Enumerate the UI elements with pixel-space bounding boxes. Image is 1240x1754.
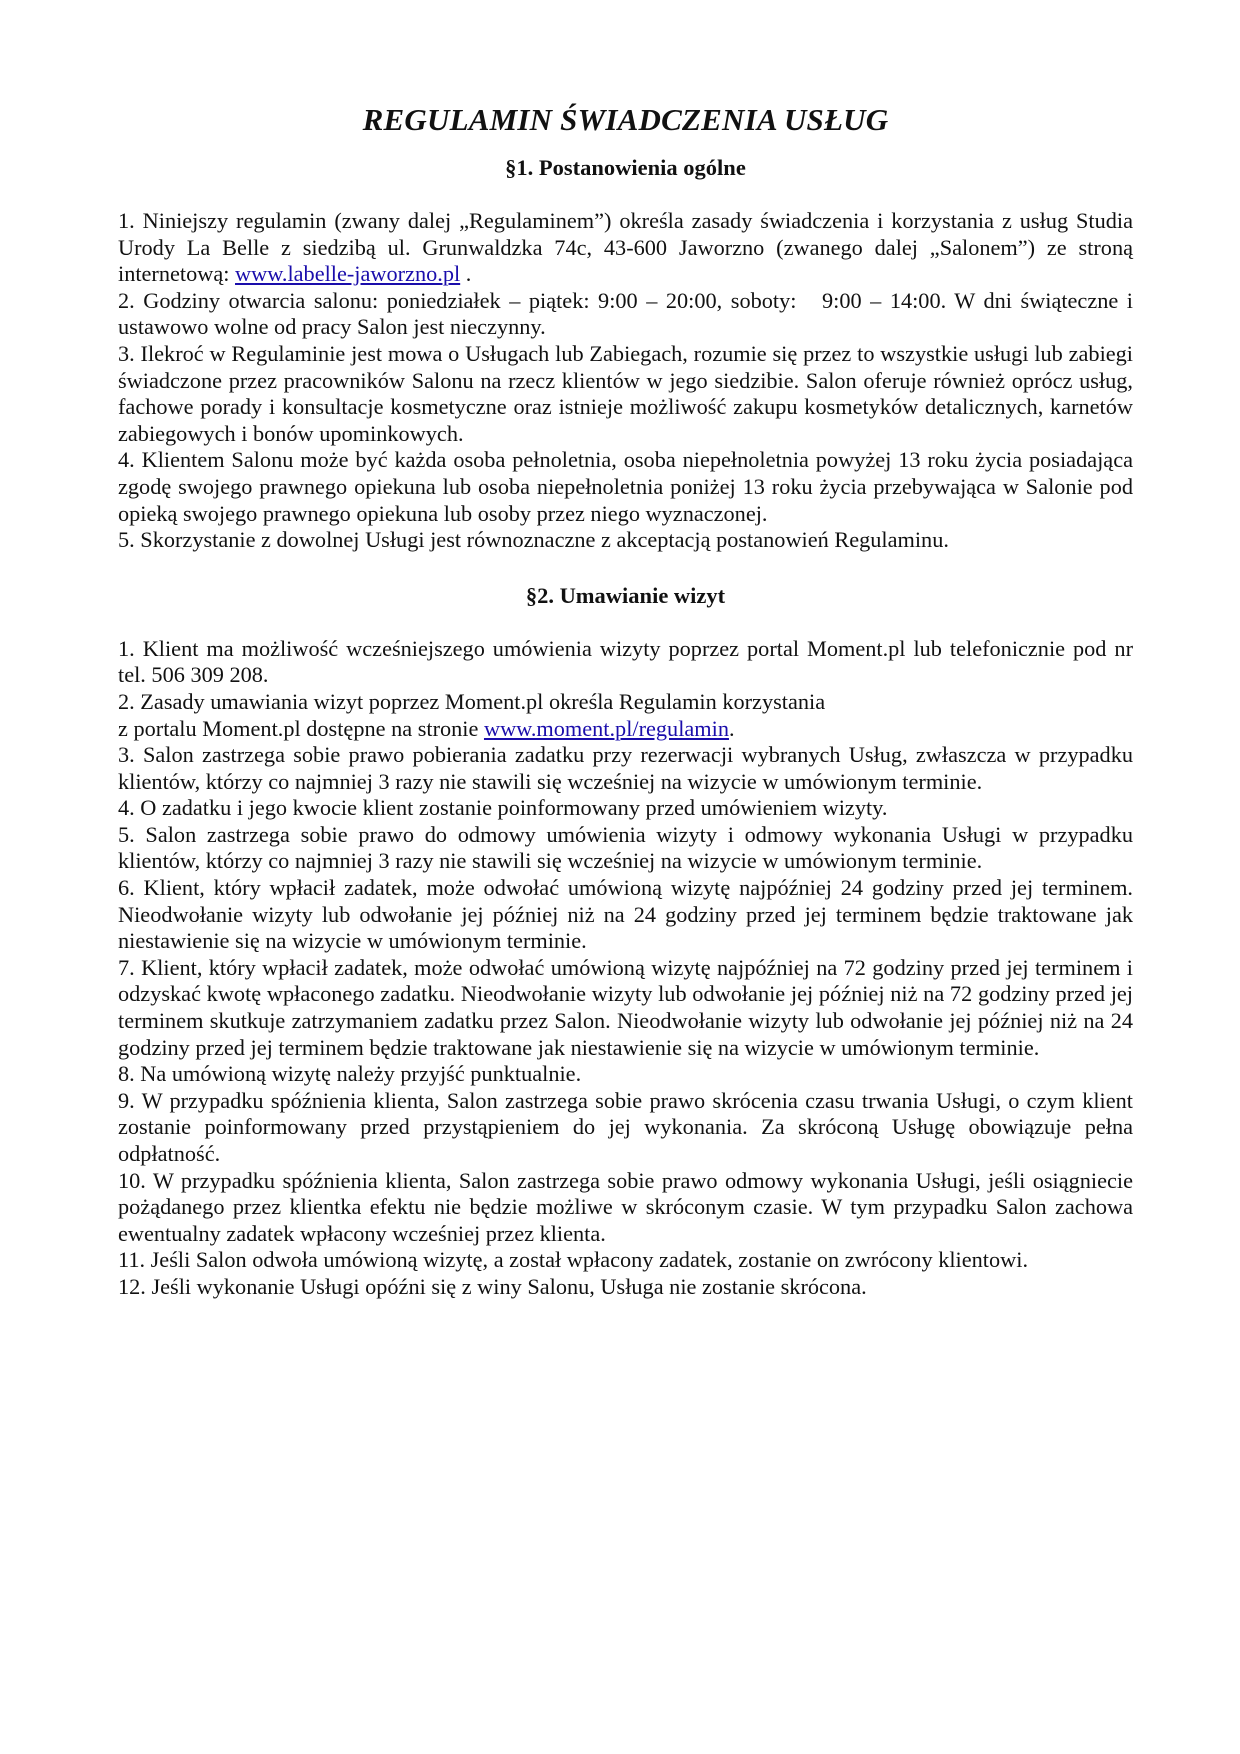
clause-1-5: 5. Skorzystanie z dowolnej Usługi jest równoznaczne z akceptacją postanowień Regulaminu. [118, 527, 949, 553]
clause-text-line2: z portalu Moment.pl dostępne na stronie [118, 715, 484, 741]
clause-2-8: 8. Na umówioną wizytę należy przyjść punktualnie. [118, 1061, 582, 1087]
clause-text: 1. Niniejszy regulamin (zwany dalej „Regulaminem”) określa zasady świadczenia i korzystania z usług Studia Urody La Belle z siedzibą ul. Grunwaldzka 74c, 43-600 Jaworzno (zwanego dalej „Salonem”) ze stroną internetową: [118, 208, 1133, 287]
clause-1-3: 3. Ilekroć w Regulaminie jest mowa o Usługach lub Zabiegach, rozumie się przez to wszystkie usługi lub zabiegi świadczone przez pracowników Salonu na rzecz klientów w jego siedzibie. Salon oferuje również oprócz usług, fachowe porady i konsultacje kosmetyczne oraz istnieje możliwość zakupu kosmetyków detalicznych, karnetów zabiegowych i bonów upominkowych. [118, 340, 1133, 446]
clause-2-12: 12. Jeśli wykonanie Usługi opóźni się z winy Salonu, Usługa nie zostanie skrócona. [118, 1273, 867, 1299]
clause-text-after: . [460, 261, 472, 287]
clause-2-6: 6. Klient, który wpłacił zadatek, może odwołać umówioną wizytę najpóźniej 24 godziny przed jej terminem. Nieodwołanie wizyty lub odwołanie jej później niż na 24 godziny przed jej terminem będzie traktowane jak niestawienie się na wizycie w umówionym terminie. [118, 875, 1133, 954]
section-booking-visits [118, 582, 1133, 1301]
section-general-provisions [118, 154, 1139, 554]
clause-2-9: 9. W przypadku spóźnienia klienta, Salon zastrzega sobie prawo skrócenia czasu trwania Usługi, o czym klient zostanie poinformowany przed przystąpieniem do jej wykonania. Za skróconą Usługę obowiązuje pełna odpłatność. [118, 1087, 1133, 1166]
clause-2-3: 3. Salon zastrzega sobie prawo pobierania zadatku przy rezerwacji wybranych Usług, zwłaszcza w przypadku klientów, którzy co najmniej 3 razy nie stawili się wcześniej na wizycie w umówionym terminie. [118, 742, 1133, 794]
clause-2-2 [118, 689, 1133, 742]
clause-1-2 [118, 287, 1139, 341]
clause-2-4: 4. O zadatku i jego kwocie klient zostanie poinformowany przed umówieniem wizyty. [118, 795, 888, 821]
document-title: REGULAMIN ŚWIADCZENIA USŁUG [362, 102, 889, 137]
clause-text: 2. Godziny otwarcia salonu: poniedziałek – piątek: 9:00 – 20:00, soboty: 9:00 – 14:00. W dni świąteczne i ustawowo wolne od pracy Salon jest nieczynny. [118, 287, 1139, 340]
document-page [118, 100, 1139, 1301]
clause-text-after: . [728, 715, 735, 741]
salon-website-link[interactable]: www.labelle-jaworzno.pl [235, 261, 461, 287]
clause-2-1: 1. Klient ma możliwość wcześniejszego umówienia wizyty poprzez portal Moment.pl lub telefonicznie pod nr tel. 506 309 208. [118, 635, 1133, 688]
clause-2-10: 10. W przypadku spóźnienia klienta, Salon zastrzega sobie prawo odmowy wykonania Usługi, jeśli osiągniecie pożądanego przez klientka efektu nie będzie możliwe w skróconym czasie. W tym przypadku Salon zachowa ewentualny zadatek wpłacony wcześniej przez klienta. [118, 1167, 1133, 1246]
clause-text-line1: 2. Zasady umawiania wizyt poprzez Moment.pl określa Regulamin korzystania [118, 688, 826, 714]
clause-1-4: 4. Klientem Salonu może być każda osoba pełnoletnia, osoba niepełnoletnia powyżej 13 roku życia posiadająca zgodę swojego prawnego opiekuna lub osoba niepełnoletnia poniżej 13 roku życia przebywająca w Salonie pod opieką swojego prawnego opiekuna lub osoby przez niego wyznaczonej. [118, 447, 1133, 526]
moment-regulations-link[interactable]: www.moment.pl/regulamin [483, 715, 729, 741]
section-heading: §1. Postanowienia ogólne [505, 155, 746, 180]
section-heading: §2. Umawianie wizyt [525, 582, 726, 608]
clause-2-5: 5. Salon zastrzega sobie prawo do odmowy umówienia wizyty i odmowy wykonania Usługi w przypadku klientów, którzy co najmniej 3 razy nie stawili się wcześniej na wizycie w umówionym terminie. [118, 821, 1133, 874]
clause-1-1 [118, 208, 1133, 288]
clause-2-7: 7. Klient, który wpłacił zadatek, może odwołać umówioną wizytę najpóźniej na 72 godziny przed jej terminem i odzyskać kwotę wpłaconego zadatku. Nieodwołanie wizyty lub odwołanie jej później niż na 72 godziny przed jej terminem skutkuje zatrzymaniem zadatku przez Salon. Nieodwołanie wizyty lub odwołanie jej później niż na 24 godziny przed jej terminem będzie traktowane jak niestawienie się na wizycie w umówionym terminie. [118, 954, 1133, 1060]
clause-2-11: 11. Jeśli Salon odwoła umówioną wizytę, a został wpłacony zadatek, zostanie on zwrócony klientowi. [118, 1247, 1029, 1273]
